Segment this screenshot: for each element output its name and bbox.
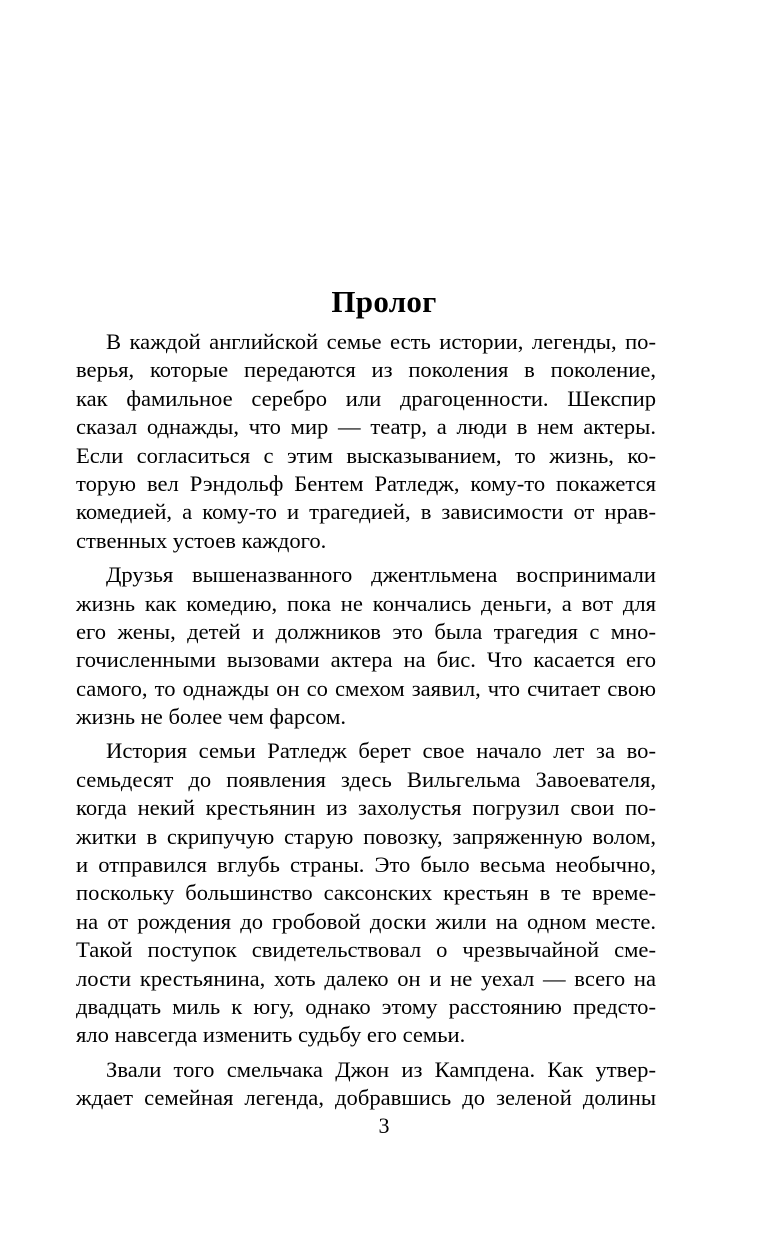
text-line: Друзья вышеназванного джентльмена воспринимали (106, 562, 656, 588)
paragraph (76, 561, 656, 731)
paragraph (76, 737, 656, 1049)
paragraph (76, 1056, 656, 1113)
text-line: яло навсегда изменить судьбу его семьи. (76, 1022, 466, 1048)
text-line: когда некий крестьянин из захолустья погрузил свои по- (76, 795, 656, 821)
text-line: семьдесят до появления здесь Вильгельма Завоевателя, (76, 766, 656, 792)
text-line: жизнь не более чем фарсом. (76, 704, 347, 730)
text-line: ственных устоев каждого. (76, 527, 327, 553)
text-line: Если согласиться с этим высказыванием, то жизнь, ко- (76, 442, 656, 468)
body-text (76, 328, 656, 1113)
text-line: сказал однажды, что мир — театр, а люди в нем актеры. (76, 414, 656, 440)
paragraph (76, 328, 656, 555)
text-line: самого, то однажды он со смехом заявил, что считает свою (76, 675, 656, 701)
text-line: поскольку большинство саксонских крестьян в те време- (76, 880, 656, 906)
text-line: История семьи Ратледж берет свое начало лет за во- (106, 738, 656, 764)
text-line: комедией, а кому-то и трагедией, в зависимости от нрав- (76, 499, 656, 525)
page-number: 3 (378, 1113, 390, 1138)
text-line: на от рождения до гробовой доски жили на одном месте. (76, 908, 656, 934)
text-line: В каждой английской семье есть истории, легенды, по- (106, 329, 656, 354)
text-line: житки в скрипучую старую повозку, запряженную волом, (76, 823, 656, 849)
text-line: торую вел Рэндольф Бентем Ратледж, кому-то покажется (76, 470, 656, 496)
text-line: как фамильное серебро или драгоценности. Шекспир (76, 385, 656, 411)
text-line: его жены, детей и должников это была трагедия с мно- (76, 618, 656, 644)
chapter-title: Пролог (331, 284, 437, 319)
text-line: Звали того смельчака Джон из Кампдена. Как утвер- (106, 1056, 656, 1082)
text-line: жизнь как комедию, пока не кончались деньги, а вот для (76, 590, 656, 616)
text-line: ждает семейная легенда, добравшись до зеленой долины (76, 1085, 656, 1111)
text-line: Такой поступок свидетельствовал о чрезвычайной сме- (76, 937, 656, 963)
text-line: верья, которые передаются из поколения в поколение, (76, 357, 656, 383)
text-line: гочисленными вызовами актера на бис. Что касается его (76, 647, 656, 673)
text-line: лости крестьянина, хоть далеко он и не уехал — всего на (76, 965, 656, 991)
text-line: и отправился вглубь страны. Это было весьма необычно, (76, 852, 656, 878)
text-line: двадцать миль к югу, однако этому расстоянию предсто- (76, 993, 656, 1019)
